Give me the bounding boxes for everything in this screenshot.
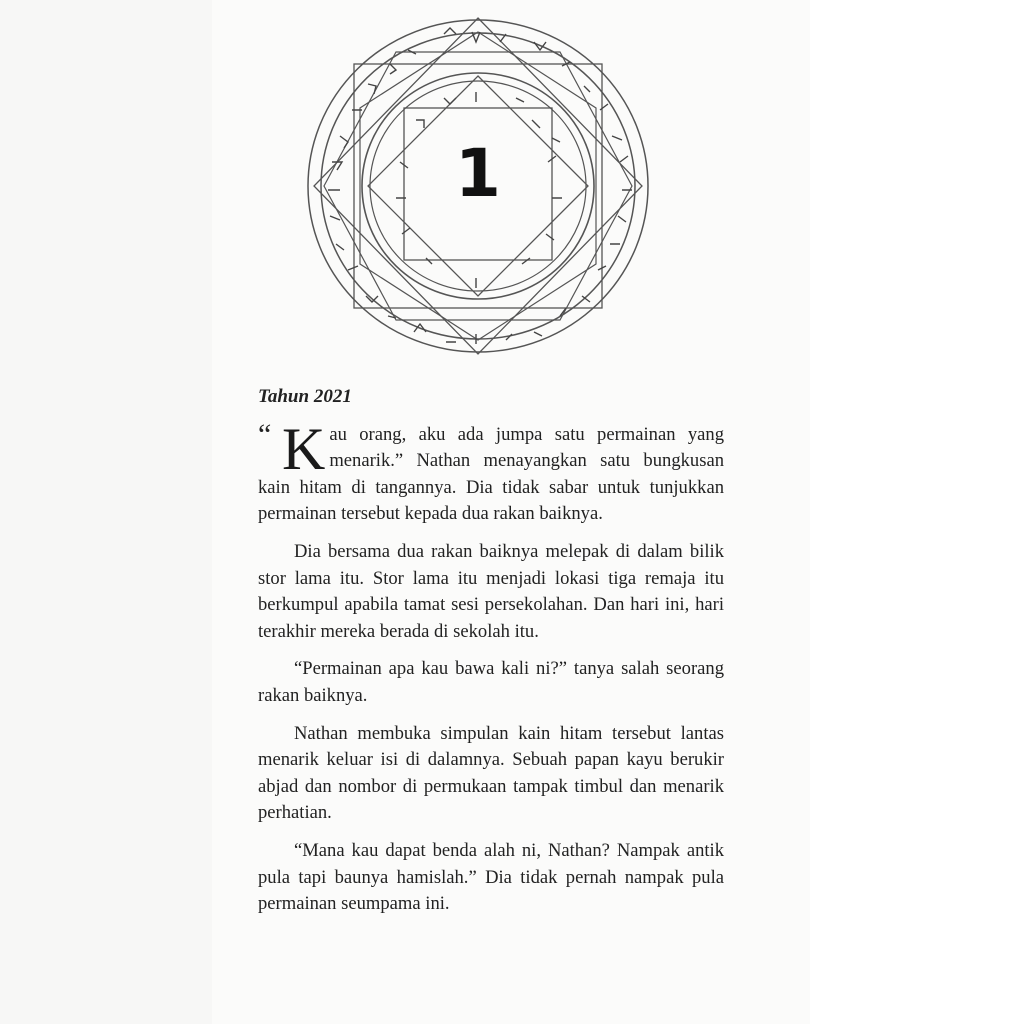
- paragraph-5: “Mana kau dapat benda alah ni, Nathan? Nampak antik pula tapi baunya hamislah.” Dia tidak pernah nampak pula permainan seumpama ini.: [258, 839, 724, 915]
- page-margin: [810, 0, 1024, 1024]
- paragraph-1-text: au orang, aku ada jumpa satu permainan yang menarik.” Nathan menayangkan satu bungkusan kain hitam di tangannya. Dia tidak sabar untuk tunjukkan permainan tersebut kepada dua rakan baiknya.: [258, 423, 724, 525]
- chapter-text: [258, 384, 724, 929]
- paragraph-4: Nathan membuka simpulan kain hitam tersebut lantas menarik keluar isi di dalamnya. Sebuah papan kayu berukir abjad dan nombor di permukaan tampak timbul dan menarik perhatian.: [258, 722, 724, 824]
- chapter-number: 1: [455, 135, 501, 212]
- paragraph-3: “Permainan apa kau bawa kali ni?” tanya salah seorang rakan baiknya.: [258, 658, 724, 706]
- opening-quote: “: [258, 417, 272, 451]
- year-heading: Tahun 2021: [258, 386, 352, 407]
- paragraph-2: Dia bersama dua rakan baiknya melepak di dalam bilik stor lama itu. Stor lama itu menjadi lokasi tiga remaja itu berkumpul apabila tamat sesi persekolahan. Dan hari ini, hari terakhir mereka berada di sekolah itu.: [258, 540, 724, 642]
- drop-cap: K: [282, 415, 326, 482]
- paragraph-1: [258, 415, 724, 528]
